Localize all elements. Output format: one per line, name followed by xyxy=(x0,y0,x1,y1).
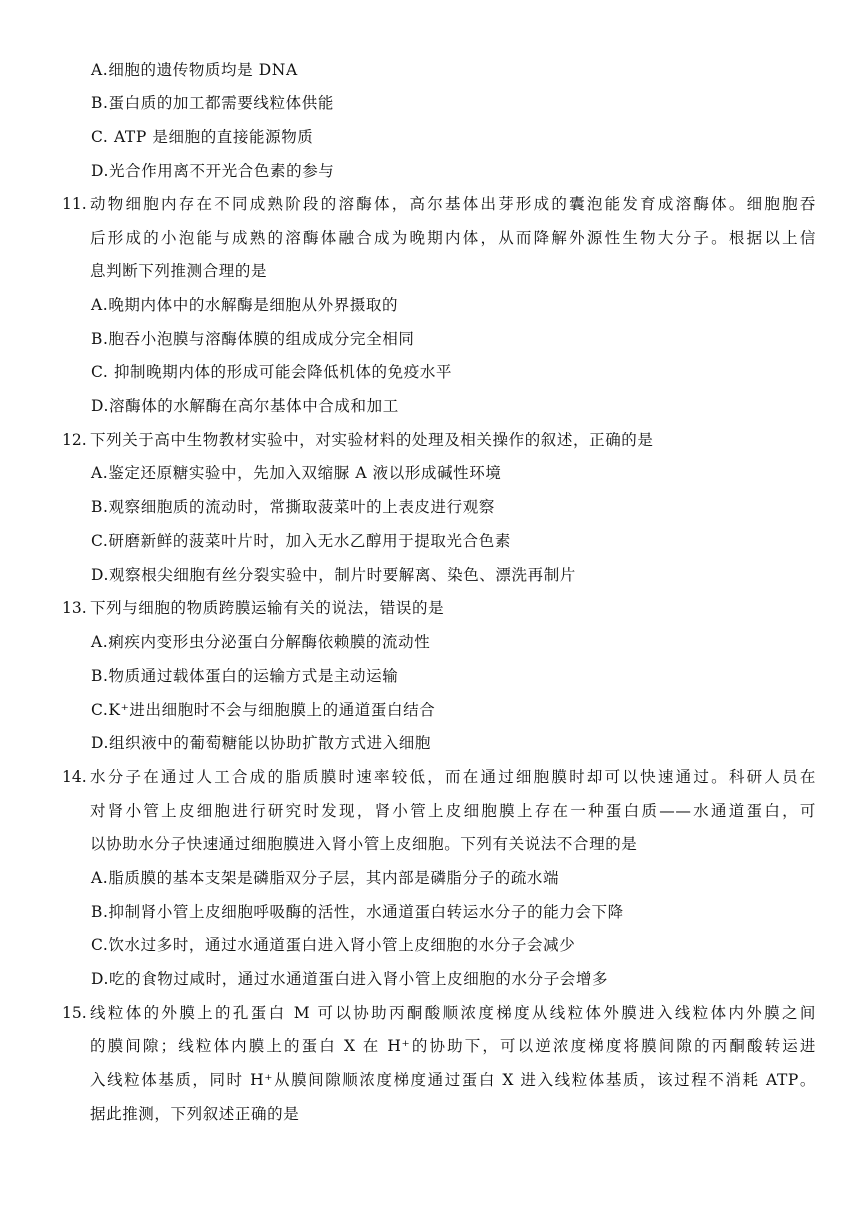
q12-option-a: A.鉴定还原糖实验中，先加入双缩脲 A 液以形成碱性环境 xyxy=(91,464,502,482)
q14-stem-line-1: 水分子在通过人工合成的脂质膜时速率较低，而在通过细胞膜时却可以快速通过。科研人员在 xyxy=(90,768,816,786)
q12-stem-line-1: 下列关于高中生物教材实验中，对实验材料的处理及相关操作的叙述，正确的是 xyxy=(90,431,654,449)
q12-option-d: D.观察根尖细胞有丝分裂实验中，制片时要解离、染色、漂洗再制片 xyxy=(91,566,576,584)
q11-stem-line-1: 动物细胞内存在不同成熟阶段的溶酶体，高尔基体出芽形成的囊泡能发育成溶酶体。细胞胞吞 xyxy=(90,195,816,213)
q10-option-c: C. ATP 是细胞的直接能源物质 xyxy=(91,128,314,146)
q14-stem-line-3: 以协助水分子快速通过细胞膜进入肾小管上皮细胞。下列有关说法不合理的是 xyxy=(90,835,638,853)
q11-stem-line-3: 息判断下列推测合理的是 xyxy=(90,262,268,280)
q10-option-a: A.细胞的遗传物质均是 DNA xyxy=(91,61,298,79)
q15-stem-line-3: 入线粒体基质，同时 H⁺从膜间隙顺浓度梯度通过蛋白 X 进入线粒体基质，该过程不消耗 ATP。 xyxy=(90,1071,816,1089)
q14-option-d: D.吃的食物过咸时，通过水通道蛋白进入肾小管上皮细胞的水分子会增多 xyxy=(91,970,609,988)
q13-option-a: A.痢疾内变形虫分泌蛋白分解酶依赖膜的流动性 xyxy=(91,633,431,651)
q14-option-c: C.饮水过多时，通过水通道蛋白进入肾小管上皮细胞的水分子会减少 xyxy=(91,936,576,954)
q12-number: 12. xyxy=(62,431,87,449)
q13-stem-line-1: 下列与细胞的物质跨膜运输有关的说法，错误的是 xyxy=(90,599,445,617)
q11-option-d: D.溶酶体的水解酶在高尔基体中合成和加工 xyxy=(91,397,399,415)
q12-option-c: C.研磨新鲜的菠菜叶片时，加入无水乙醇用于提取光合色素 xyxy=(91,532,511,550)
q12-option-b: B.观察细胞质的流动时，常撕取菠菜叶的上表皮进行观察 xyxy=(91,498,495,516)
q10-option-d: D.光合作用离不开光合色素的参与 xyxy=(91,162,335,180)
q13-option-c: C.K⁺进出细胞时不会与细胞膜上的通道蛋白结合 xyxy=(91,701,436,719)
q15-number: 15. xyxy=(62,1004,87,1022)
q11-option-c: C. 抑制晚期内体的形成可能会降低机体的免疫水平 xyxy=(91,363,453,381)
q13-option-d: D.组织液中的葡萄糖能以协助扩散方式进入细胞 xyxy=(91,734,432,752)
q11-option-b: B.胞吞小泡膜与溶酶体膜的组成成分完全相同 xyxy=(91,330,415,348)
q15-stem-line-2: 的膜间隙；线粒体内膜上的蛋白 X 在 H⁺的协助下，可以逆浓度梯度将膜间隙的丙酮酸转运进 xyxy=(90,1037,816,1055)
q14-option-b: B.抑制肾小管上皮细胞呼吸酶的活性，水通道蛋白转运水分子的能力会下降 xyxy=(91,903,624,921)
q11-option-a: A.晚期内体中的水解酶是细胞从外界摄取的 xyxy=(91,296,399,314)
q14-stem-line-2: 对肾小管上皮细胞进行研究时发现，肾小管上皮细胞膜上存在一种蛋白质——水通道蛋白，可 xyxy=(90,802,816,820)
q13-number: 13. xyxy=(62,599,87,617)
q15-stem-line-4: 据此推测，下列叙述正确的是 xyxy=(90,1105,300,1123)
q14-number: 14. xyxy=(62,768,87,786)
q11-stem-line-2: 后形成的小泡能与成熟的溶酶体融合成为晚期内体，从而降解外源性生物大分子。根据以上信 xyxy=(90,229,816,247)
q14-option-a: A.脂质膜的基本支架是磷脂双分子层，其内部是磷脂分子的疏水端 xyxy=(91,869,560,887)
q10-option-b: B.蛋白质的加工都需要线粒体供能 xyxy=(91,94,334,112)
q13-option-b: B.物质通过载体蛋白的运输方式是主动运输 xyxy=(91,667,399,685)
q11-number: 11. xyxy=(62,195,87,213)
q15-stem-line-1: 线粒体的外膜上的孔蛋白 M 可以协助丙酮酸顺浓度梯度从线粒体外膜进入线粒体内外膜之间 xyxy=(90,1004,816,1022)
